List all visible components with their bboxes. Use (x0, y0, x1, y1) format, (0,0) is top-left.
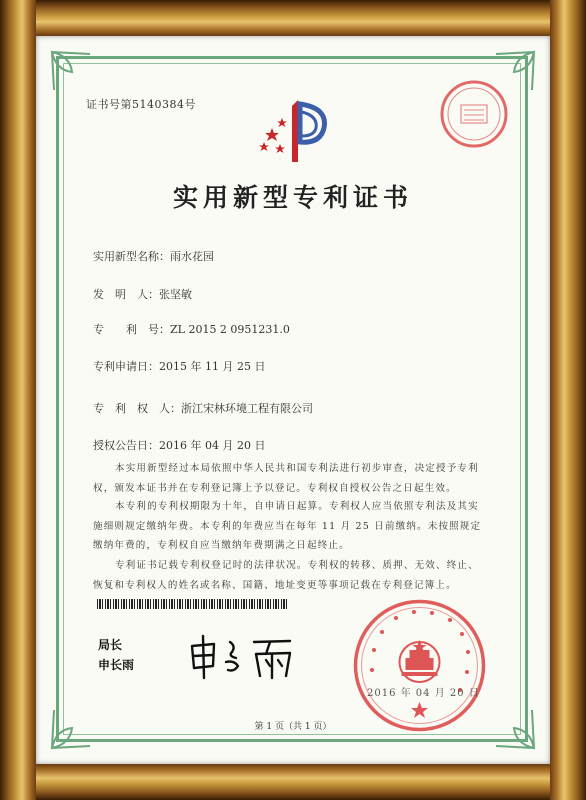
field-inventor: 发 明 人：张坚敏 (93, 288, 192, 301)
field-patent-number: 专 利 号：ZL 2015 2 0951231.0 (93, 323, 290, 336)
paragraph-term-notice: 本专利的专利权期限为十年，自申请日起算。专利权人应当依照专利法及其实施细则规定缴纳年费。本专利的年费应当在每年 11 月 25 日前缴纳。未按照规定缴纳年费的，专利权自应当缴纳年费期满之日起终止。 (93, 501, 482, 551)
certificate-number: 证书号第5140384号 (86, 98, 196, 111)
page-footer: 第 1 页（共 1 页） (254, 722, 332, 732)
national-ipo-seal-icon (352, 598, 487, 733)
signer-title: 局长 (98, 638, 123, 652)
signer-name: 申长雨 (98, 658, 135, 672)
corner-ornament-icon (50, 50, 96, 96)
field-utility-model-name: 实用新型名称：雨水花园 (93, 250, 214, 263)
field-application-date: 专利申请日：2015 年 11 月 25 日 (93, 360, 266, 373)
paragraph-grant-notice: 本实用新型经过本局依照中华人民共和国专利法进行初步审查，决定授予专利权，颁发本证书并在专利登记簿上予以登记。专利权自授权公告之日起生效。 (93, 463, 479, 494)
small-official-seal-icon (439, 79, 509, 149)
certificate-paper (36, 36, 550, 764)
field-patentee: 专 利 权 人：浙江宋林环境工程有限公司 (93, 402, 313, 415)
patent-office-emblem-icon (258, 98, 328, 164)
handwritten-signature-icon (186, 632, 306, 682)
paragraph-legal-status: 专利证书记载专利权登记时的法律状况。专利权的转移、质押、无效、终止、恢复和专利权人的姓名或名称、国籍、地址变更等事项记载在专利登记簿上。 (93, 560, 479, 591)
seal-date: 2016 年 04 月 20 日 (367, 688, 480, 699)
barcode (97, 599, 287, 609)
certificate-title: 实用新型专利证书 (172, 183, 413, 212)
field-grant-date: 授权公告日：2016 年 04 月 20 日 (93, 439, 266, 452)
